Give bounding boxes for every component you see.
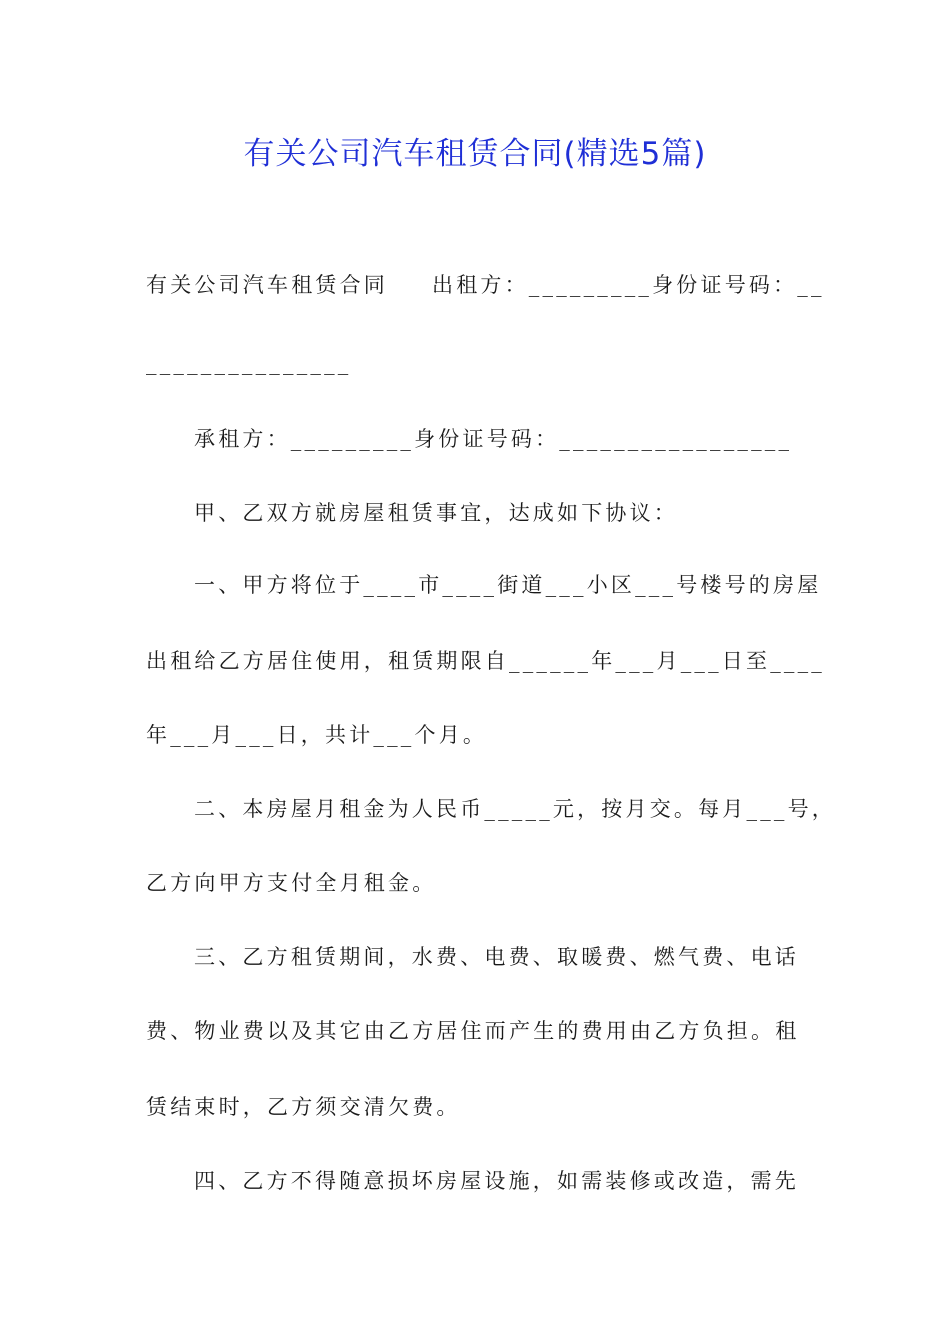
contract-subtitle: 有关公司汽车租赁合同 [146, 273, 388, 297]
clause-1-line-3: 年___月___日，共计___个月。 [146, 723, 488, 747]
clause-2-line-1: 二、本房屋月租金为人民币_____元，按月交。每月___号， [194, 797, 836, 821]
document-title: 有关公司汽车租赁合同(精选5篇) [243, 136, 707, 172]
lessee-line: 承租方：_________身份证号码：_________________ [194, 427, 793, 451]
clause-4-line-1: 四、乙方不得随意损坏房屋设施，如需装修或改造，需先 [194, 1169, 799, 1193]
clause-1-line-1: 一、甲方将位于____市____街道___小区___号楼号的房屋 [194, 573, 822, 597]
agreement-intro: 甲、乙双方就房屋租赁事宜，达成如下协议： [194, 501, 678, 525]
lessor-id-continuation: _______________ [146, 351, 352, 375]
clause-1-line-2: 出租给乙方居住使用，租赁期限自______年___月___日至____ [146, 649, 825, 673]
clause-2-line-2: 乙方向甲方支付全月租金。 [146, 871, 437, 895]
clause-3-line-3: 赁结束时，乙方须交清欠费。 [146, 1095, 461, 1119]
clause-3-line-1: 三、乙方租赁期间，水费、电费、取暖费、燃气费、电话 [194, 945, 799, 969]
lessor-field: 出租方：_________身份证号码：__ [432, 273, 825, 297]
contract-header-line [146, 270, 825, 300]
clause-3-line-2: 费、物业费以及其它由乙方居住而产生的费用由乙方负担。租 [146, 1019, 800, 1043]
